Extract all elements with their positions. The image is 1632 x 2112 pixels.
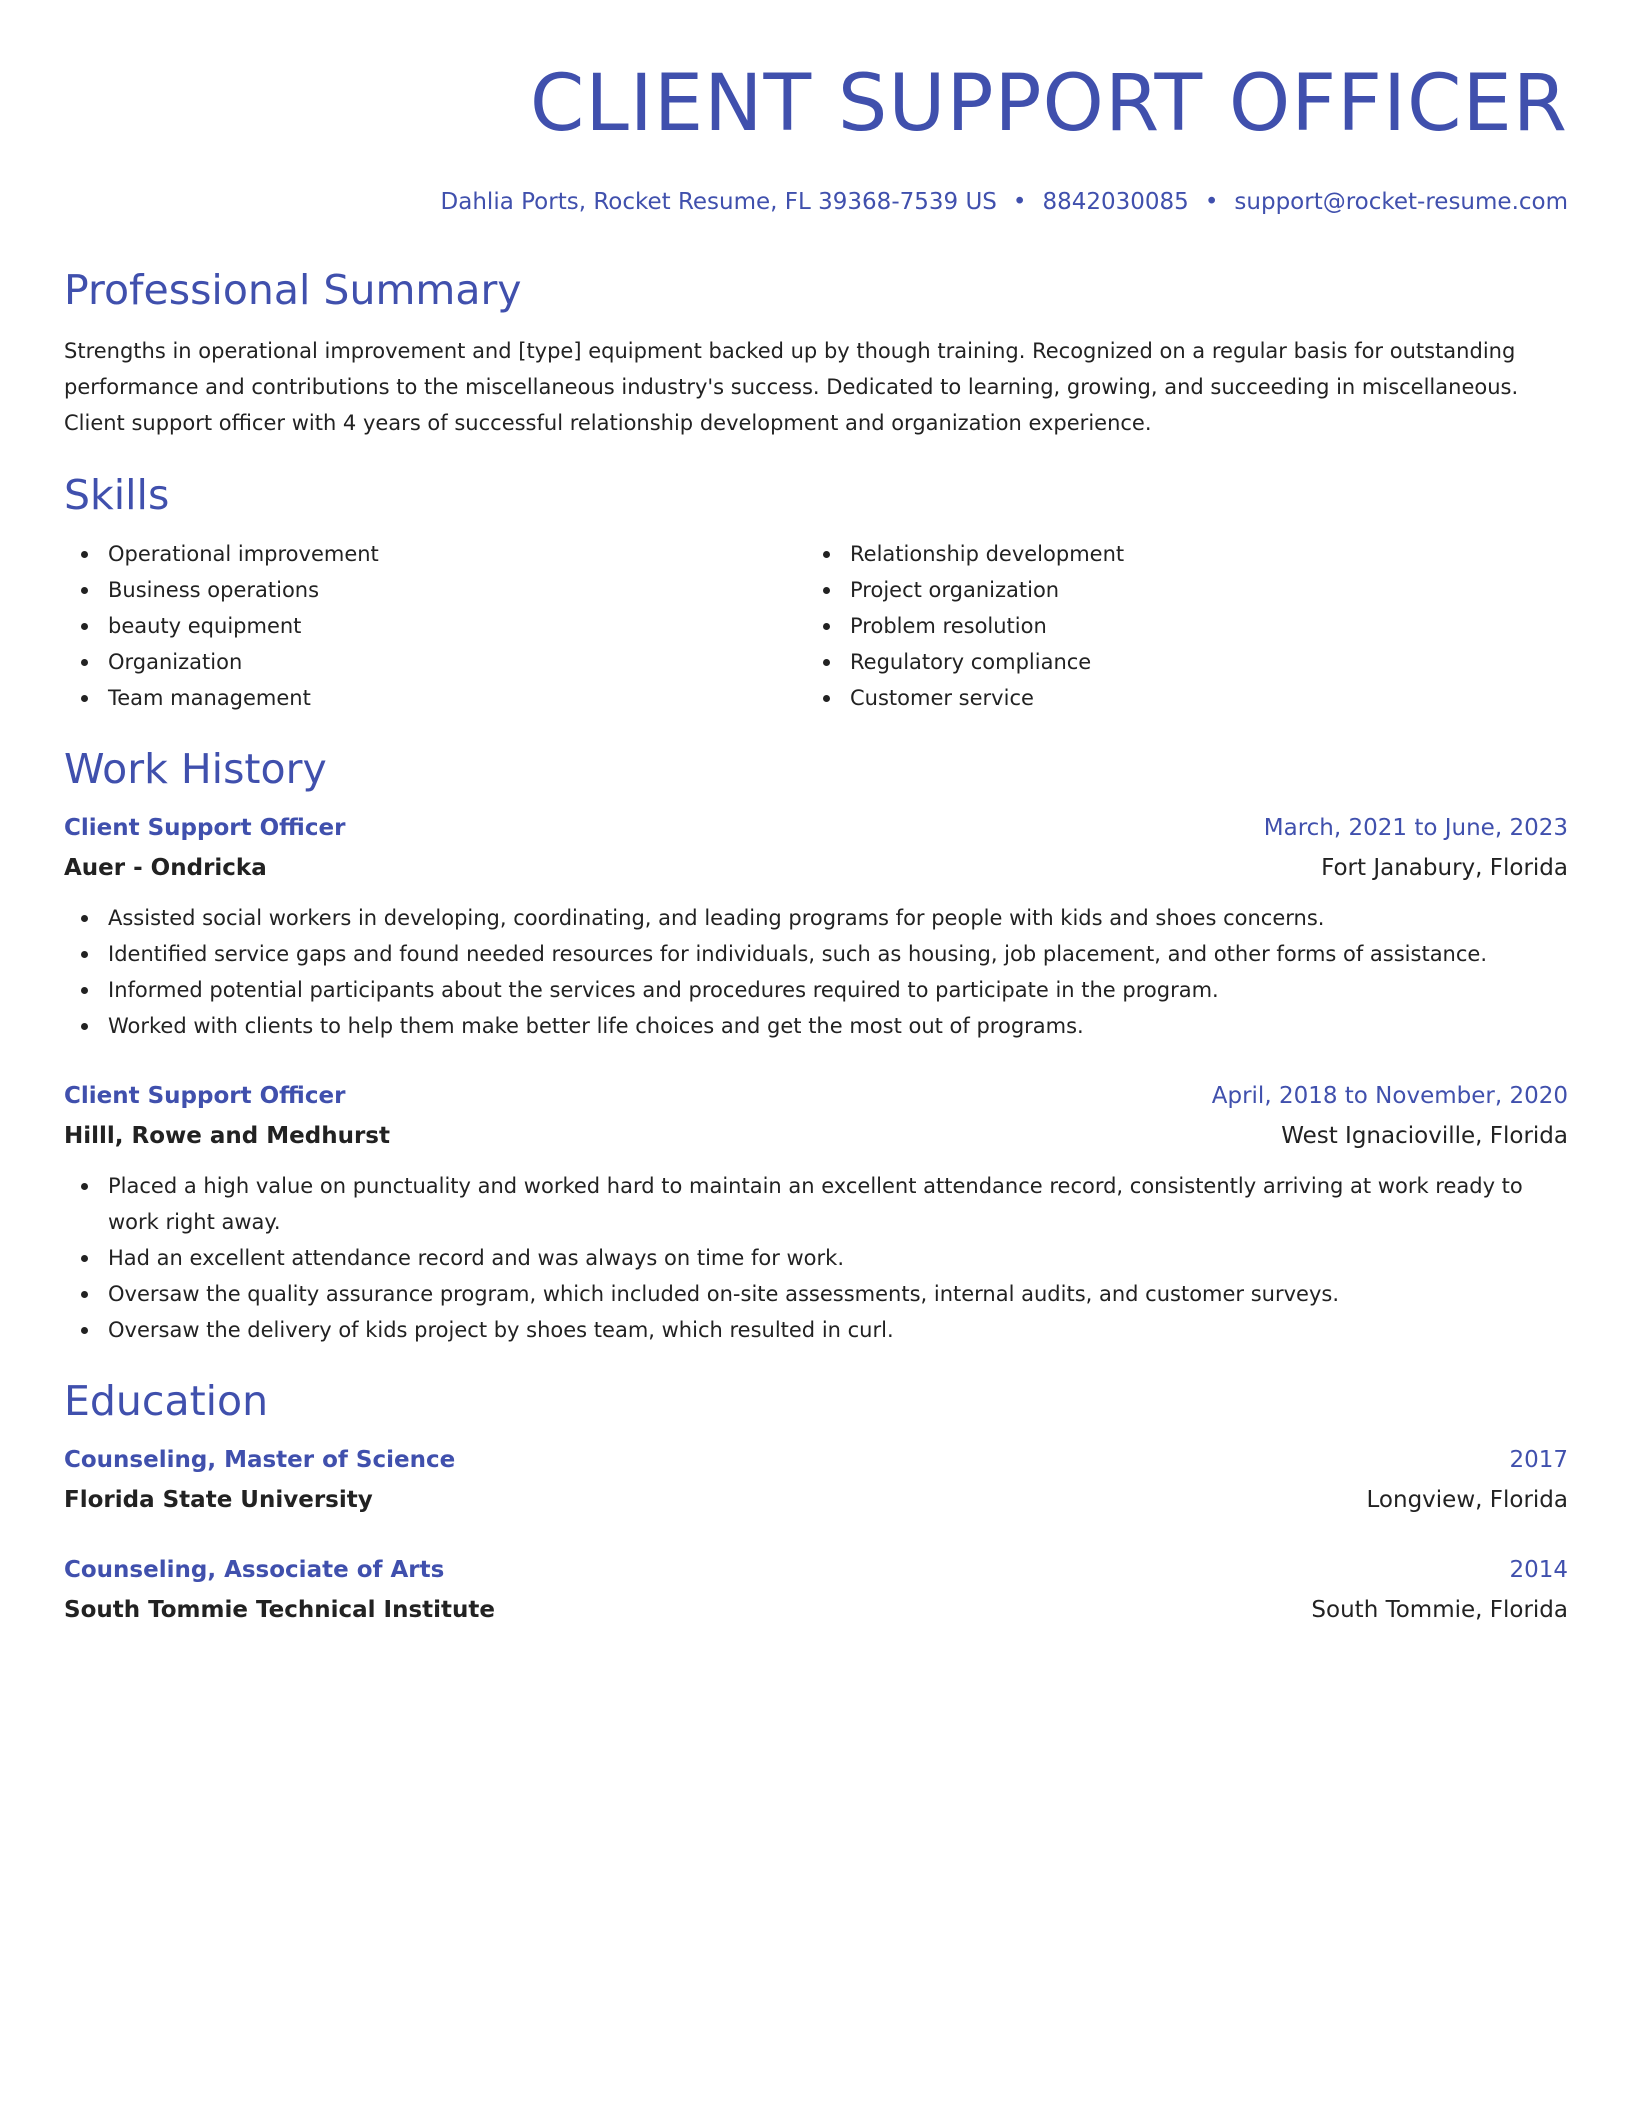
skill-item: Team management [64, 680, 806, 716]
education-entry [64, 1440, 1568, 1520]
job-bullet: Oversaw the quality assurance program, which included on-site assessments, internal audits, and customer surveys. [64, 1276, 1568, 1312]
resume-page [64, 56, 1568, 1630]
skill-item: Business operations [64, 572, 806, 608]
job-bullet: Placed a high value on punctuality and worked hard to maintain an excellent attendance record, consistently arriving at work ready to work right away. [64, 1168, 1568, 1240]
job-header-row [64, 1076, 1568, 1116]
contact-separator: • [1012, 189, 1027, 215]
contact-phone: 8842030085 [1042, 189, 1189, 215]
job-role: Client Support Officer [64, 1083, 346, 1109]
skill-item: Customer service [806, 680, 1548, 716]
contact-separator: • [1204, 189, 1219, 215]
job-company: Hilll, Rowe and Medhurst [64, 1123, 390, 1149]
education-location: Longview, Florida [1366, 1487, 1568, 1513]
skill-item: Regulatory compliance [806, 644, 1548, 680]
job-dates: March, 2021 to June, 2023 [1263, 815, 1568, 841]
job-company-row [64, 848, 1568, 888]
skill-item: Operational improvement [64, 536, 806, 572]
job-location: West Ignacioville, Florida [1281, 1123, 1568, 1149]
job-entry [64, 808, 1568, 1044]
job-bullet: Identified service gaps and found needed resources for individuals, such as housing, job placement, and other forms of assistance. [64, 936, 1568, 972]
skill-item: Organization [64, 644, 806, 680]
education-school-row [64, 1590, 1568, 1630]
skill-item: beauty equipment [64, 608, 806, 644]
job-bullets [64, 900, 1568, 1044]
job-location: Fort Janabury, Florida [1321, 855, 1568, 881]
summary-text: Strengths in operational improvement and [type] equipment backed up by though training. Recognized on a regular basis for outstanding performance and contributions to the miscellaneous industry's success. Dedicated to learning, growing, and succeeding in miscellaneous. Client support officer with 4 years of successful relationship development and organization experience. [64, 339, 1519, 435]
job-role: Client Support Officer [64, 815, 346, 841]
skill-item: Project organization [806, 572, 1548, 608]
work-history-heading: Work History [64, 745, 327, 793]
skills-grid [64, 536, 1568, 716]
job-bullet: Had an excellent attendance record and was always on time for work. [64, 1240, 1568, 1276]
resume-title: CLIENT SUPPORT OFFICER [529, 59, 1568, 149]
job-bullet: Oversaw the delivery of kids project by shoes team, which resulted in curl. [64, 1312, 1568, 1348]
education-location: South Tommie, Florida [1311, 1597, 1568, 1623]
education-entry [64, 1550, 1568, 1630]
job-bullet: Informed potential participants about the services and procedures required to participate in the program. [64, 972, 1568, 1008]
education-header-row [64, 1550, 1568, 1590]
job-company: Auer - Ondricka [64, 855, 267, 881]
education-header-row [64, 1440, 1568, 1480]
education-degree: Counseling, Master of Science [64, 1447, 456, 1473]
skill-item: Problem resolution [806, 608, 1548, 644]
job-company-row [64, 1116, 1568, 1156]
contact-address: Dahlia Ports, Rocket Resume, FL 39368-7539 US [440, 189, 997, 215]
education-year: 2017 [1509, 1447, 1568, 1473]
summary-heading: Professional Summary [64, 266, 522, 314]
education-degree: Counseling, Associate of Arts [64, 1557, 445, 1583]
contact-email: support@rocket-resume.com [1234, 189, 1568, 215]
education-year: 2014 [1509, 1557, 1568, 1583]
job-header-row [64, 808, 1568, 848]
skill-item: Relationship development [806, 536, 1548, 572]
job-bullets [64, 1168, 1568, 1348]
education-school-row [64, 1480, 1568, 1520]
job-dates: April, 2018 to November, 2020 [1211, 1083, 1568, 1109]
job-bullet: Assisted social workers in developing, coordinating, and leading programs for people with kids and shoes concerns. [64, 900, 1568, 936]
skills-heading: Skills [64, 471, 170, 519]
skills-column-right [806, 536, 1548, 716]
job-entry [64, 1076, 1568, 1348]
contact-line [64, 188, 1568, 216]
education-school: Florida State University [64, 1487, 373, 1513]
job-bullet: Worked with clients to help them make better life choices and get the most out of programs. [64, 1008, 1568, 1044]
education-heading: Education [64, 1377, 269, 1425]
skills-column-left [64, 536, 806, 716]
education-school: South Tommie Technical Institute [64, 1597, 495, 1623]
